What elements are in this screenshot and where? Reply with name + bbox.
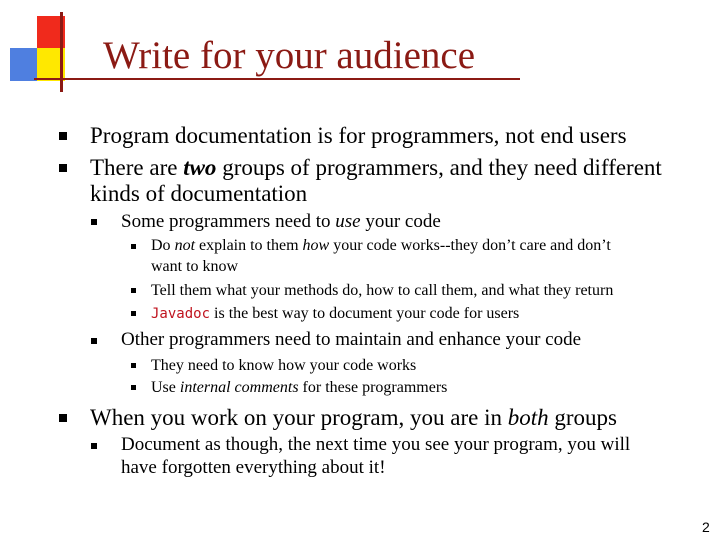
bullet-icon	[131, 385, 136, 390]
decor-horizontal-line	[34, 78, 90, 80]
bullet-icon	[131, 244, 136, 249]
bullet-item: Do not explain to them how your code works--they don’t care and don’t	[151, 237, 611, 254]
bullet-icon	[131, 288, 136, 293]
bullet-icon	[59, 414, 67, 422]
page-number: 2	[702, 519, 710, 535]
bullet-item: When you work on your program, you are in both groups	[90, 405, 617, 430]
bullet-icon	[91, 219, 97, 225]
bullet-item: Program documentation is for programmers, not end users	[90, 123, 627, 148]
bullet-icon	[59, 132, 67, 140]
bullet-item: Some programmers need to use your code	[121, 211, 441, 232]
bullet-item-continuation: want to know	[151, 258, 239, 275]
bullet-icon	[59, 164, 67, 172]
bullet-item-continuation: have forgotten everything about it!	[121, 457, 386, 478]
title-rule	[90, 78, 520, 80]
bullet-item: They need to know how your code works	[151, 357, 417, 374]
bullet-icon	[131, 363, 136, 368]
bullet-icon	[131, 311, 136, 316]
bullet-item: Javadoc is the best way to document your code for users	[151, 305, 520, 322]
javadoc-term: Javadoc	[151, 306, 211, 322]
decor-vertical-line	[60, 12, 63, 92]
bullet-icon	[91, 443, 97, 449]
bullet-item: Document as though, the next time you see your program, you will	[121, 434, 631, 455]
slide-title: Write for your audience	[103, 34, 476, 77]
bullet-item-continuation: kinds of documentation	[90, 181, 308, 206]
decor-blue-square	[10, 48, 38, 81]
bullet-item: Other programmers need to maintain and enhance your code	[121, 329, 582, 350]
bullet-icon	[91, 338, 97, 344]
bullet-item: There are two groups of programmers, and they need different	[90, 155, 662, 180]
bullet-item: Use internal comments for these programmers	[151, 379, 448, 396]
bullet-item: Tell them what your methods do, how to call them, and what they return	[151, 282, 614, 299]
